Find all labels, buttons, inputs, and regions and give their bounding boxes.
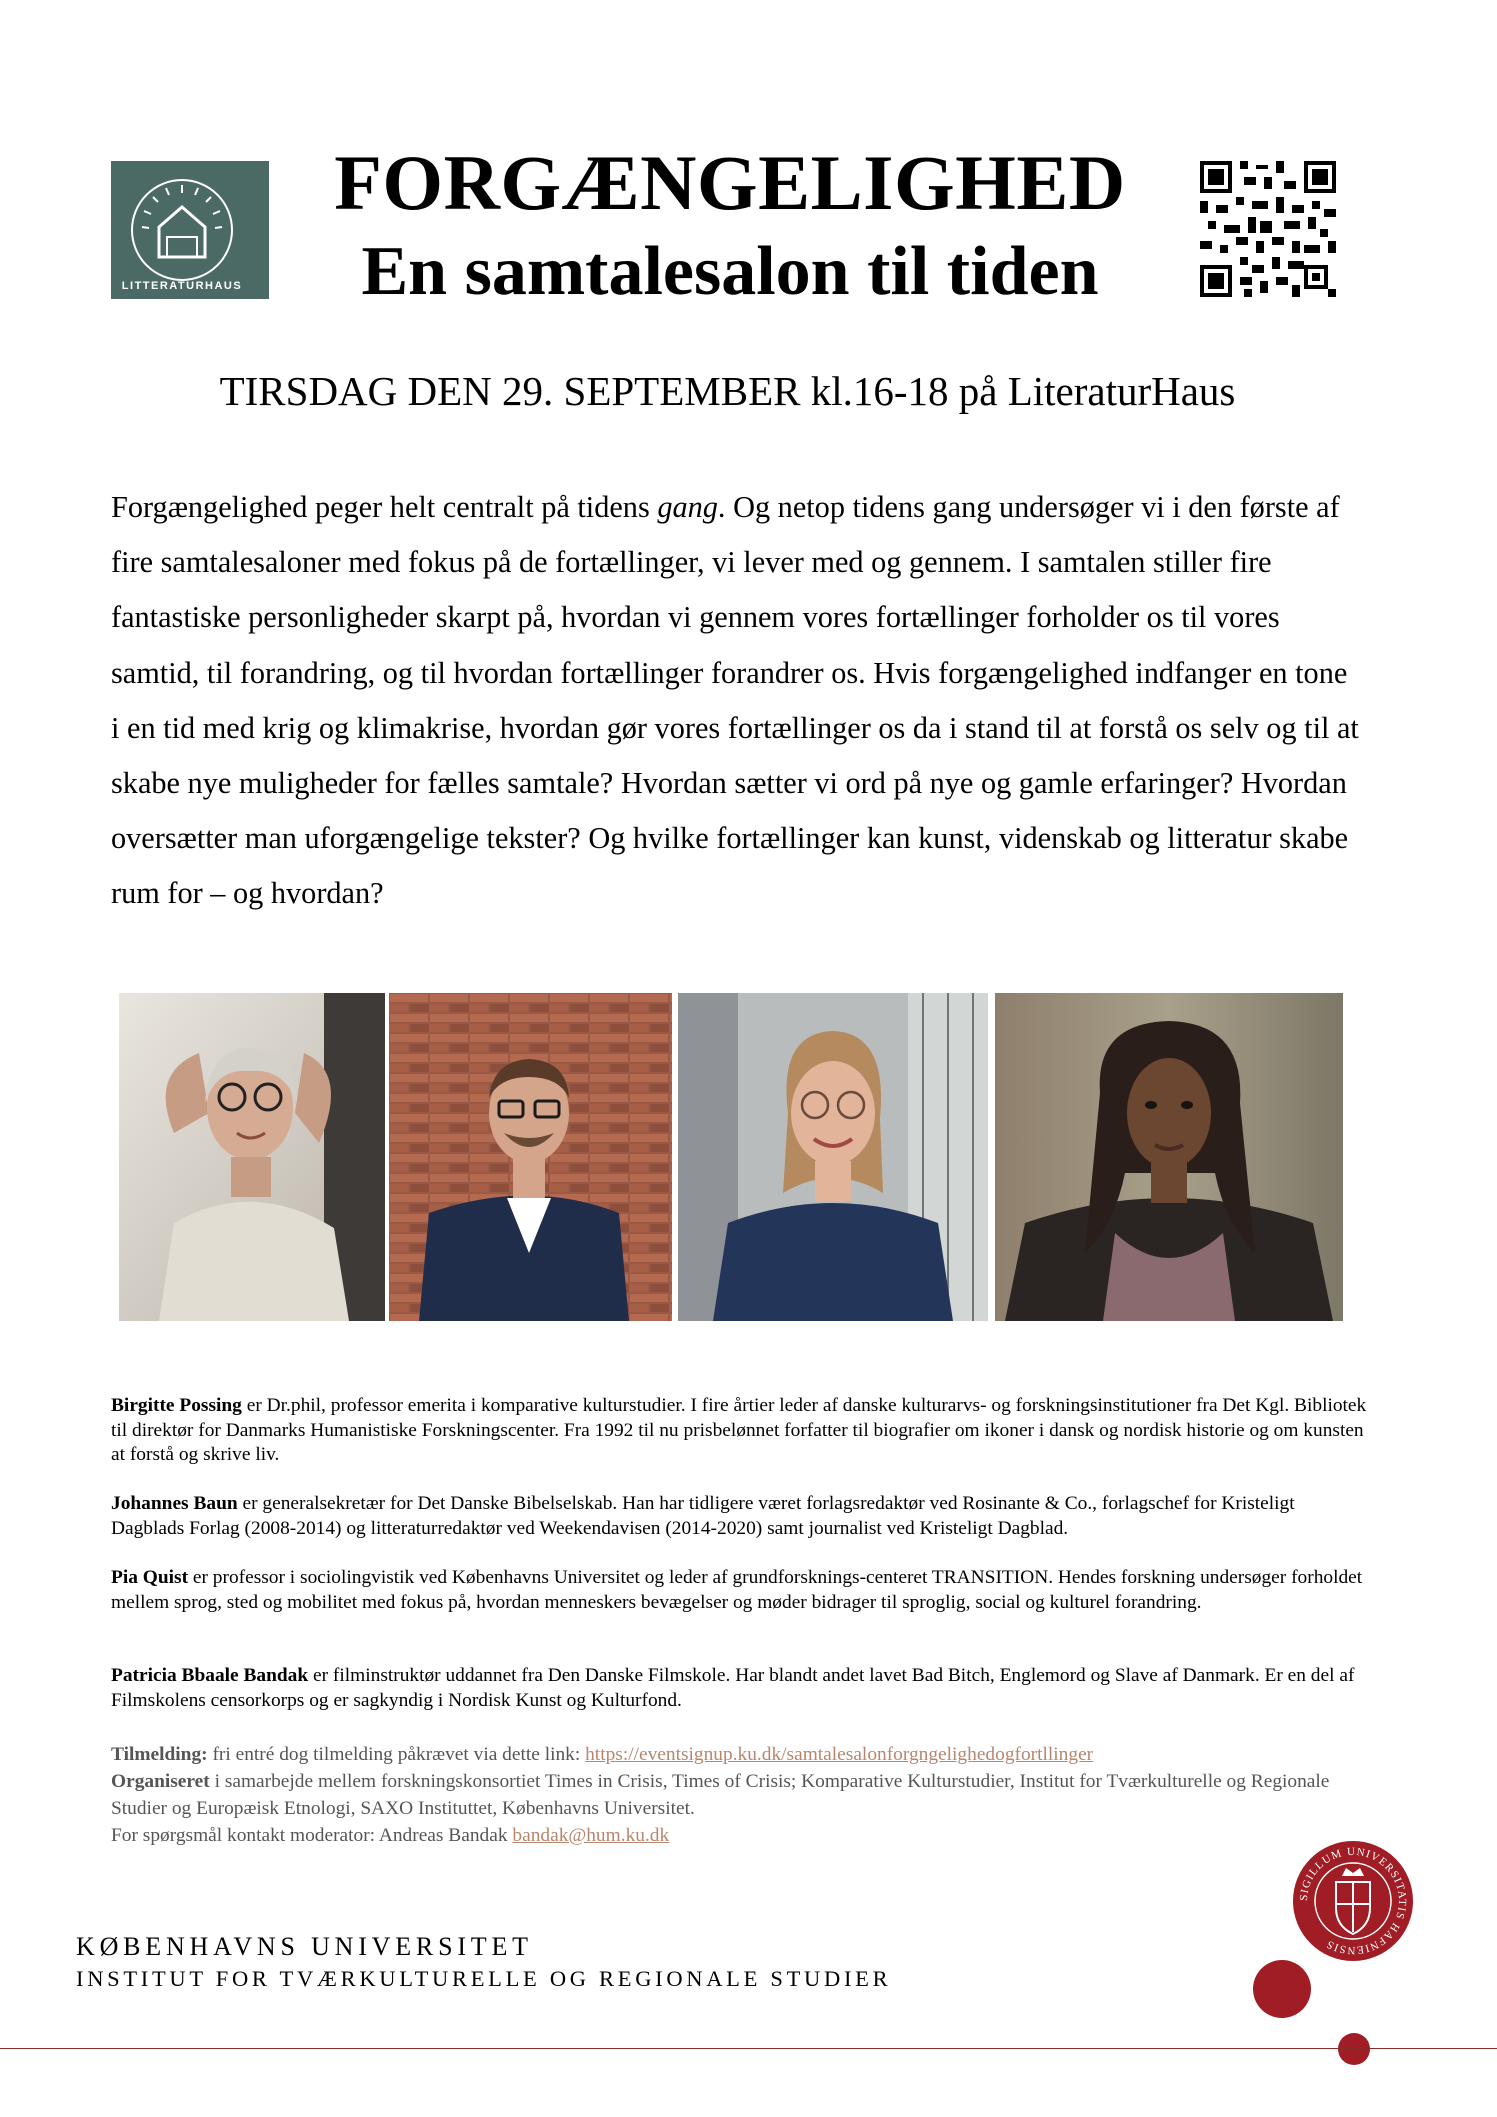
svg-text:LITTERATURHAUS: LITTERATURHAUS [121, 280, 243, 292]
intro-paragraph [111, 480, 1361, 922]
bio-birgitte-possing [111, 1394, 1371, 1468]
contact-text: For spørgsmål kontakt moderator: Andreas Bandak [111, 1825, 513, 1846]
organized-line [111, 1768, 1381, 1822]
bio-text: er filminstruktør uddannet fra Den Danske Filmskole. Har blandt andet lavet Bad Bitch, Englemord og Slave af Danmark. Er en del af Filmskolens censorkorps og er sagkyndig i Nordisk Kunst og Kulturfond. [111, 1665, 1355, 1711]
footer-divider [0, 2048, 1497, 2049]
bio-name: Johannes Baun [111, 1493, 238, 1514]
bio-text: er Dr.phil, professor emerita i komparative kulturstudier. I fire årtier leder af danske kulturarvs- og forskningsinstitutioner fra Det Kgl. Bibliotek til direktør for Danmarks Humanistiske Forskningscenter. Fra 1992 til nu prisbelønnet forfatter til biografier om ikoner i dansk og nordisk historie og om kunsten at forstå og skrive liv. [111, 1395, 1367, 1466]
contact-line [111, 1822, 1381, 1849]
title-line-2: En samtalesalon til tiden [361, 233, 1099, 310]
bio-name: Pia Quist [111, 1567, 189, 1588]
university-name: KØBENHAVNS UNIVERSITET [76, 1932, 533, 1961]
intro-text-2: . Og netop tidens gang undersøger vi i den første af fire samtalesaloner med fokus på de fortællinger, vi lever med og gennem. I samtalen stiller fire fantastiske personligheder skarpt på, hvordan vi gennem vores fortællinger forholder os til vores samtid, til forandring, og til hvordan fortællinger forandrer os. Hvis forgængelighed indfanger en tone i en tid med krig og klimakrise, hvordan gør vores fortællinger os da i stand til at forstå os selv og til at skabe nye muligheder for fælles samtale? Hvordan sætter vi ord på nye og gamle erfaringer? Hvordan oversætter man uforgængelige tekster? Og hvilke fortællinger kan kunst, videnskab og litteratur skabe rum for – og hvordan? [111, 490, 1359, 911]
litteraturhaus-logo [111, 161, 269, 299]
bio-name: Birgitte Possing [111, 1395, 242, 1416]
event-date-line: TIRSDAG DEN 29. SEPTEMBER kl.16-18 på LiteraturHaus [219, 368, 1236, 414]
institute-name: INSTITUT FOR TVÆRKULTURELLE OG REGIONALE STUDIER [76, 1966, 892, 1991]
registration-text: fri entré dog tilmelding påkrævet via dette link: [207, 1744, 586, 1765]
organized-text: i samarbejde mellem forskningskonsortiet Times in Crisis, Times of Crisis; Komparative Kulturstudier, Institut for Tværkulturelle og Regionale Studier og Europæisk Etnologi, SAXO Instituttet, Københavns Universitet. [111, 1771, 1330, 1819]
bio-name: Patricia Bbaale Bandak [111, 1665, 309, 1686]
qr-code-icon[interactable] [1200, 161, 1336, 297]
organized-label: Organiseret [111, 1771, 210, 1792]
title-line-1: FORGÆNGELIGHED [334, 139, 1126, 226]
intro-text-1: Forgængelighed peger helt centralt på tidens [111, 490, 658, 524]
signup-link[interactable]: https://eventsignup.ku.dk/samtalesalonforgngelighedogfortllinger [585, 1744, 1094, 1765]
portrait-photo-3 [678, 993, 988, 1321]
bio-text: er professor i sociolingvistik ved Københavns Universitet og leder af grundforsknings-centeret TRANSITION. Hendes forskning undersøger forholdet mellem sprog, sted og mobilitet med fokus på, hvordan menneskers bevægelser og møder bidrager til sproglig, social og kulturel forandring. [111, 1567, 1363, 1613]
house-circle-icon [111, 161, 269, 299]
portrait-photo-4 [995, 993, 1343, 1321]
bio-johannes-baun [111, 1492, 1371, 1541]
registration-line [111, 1741, 1381, 1768]
university-seal-icon [1292, 1840, 1414, 1962]
bio-patricia-bbaale-bandak [111, 1664, 1371, 1713]
decorative-dot-large [1253, 1960, 1311, 2018]
intro-italic: gang [657, 490, 718, 524]
portrait-photo-2 [389, 993, 672, 1321]
seal-text: SIGILLUM UNIVERSITATIS HAFNIENSIS [1297, 1845, 1409, 1957]
decorative-dot-small [1338, 2033, 1370, 2065]
bio-pia-quist [111, 1566, 1371, 1615]
bio-text: er generalsekretær for Det Danske Bibelselskab. Han har tidligere været forlagsredaktør ved Rosinante & Co., forlagschef for Kristeligt Dagblads Forlag (2008-2014) og litteraturredaktør ved Weekendavisen (2014-2020) samt journalist ved Kristeligt Dagblad. [111, 1493, 1295, 1539]
contact-email-link[interactable]: bandak@hum.ku.dk [512, 1825, 670, 1846]
portrait-photo-1 [119, 993, 385, 1321]
registration-label: Tilmelding: [111, 1744, 208, 1765]
